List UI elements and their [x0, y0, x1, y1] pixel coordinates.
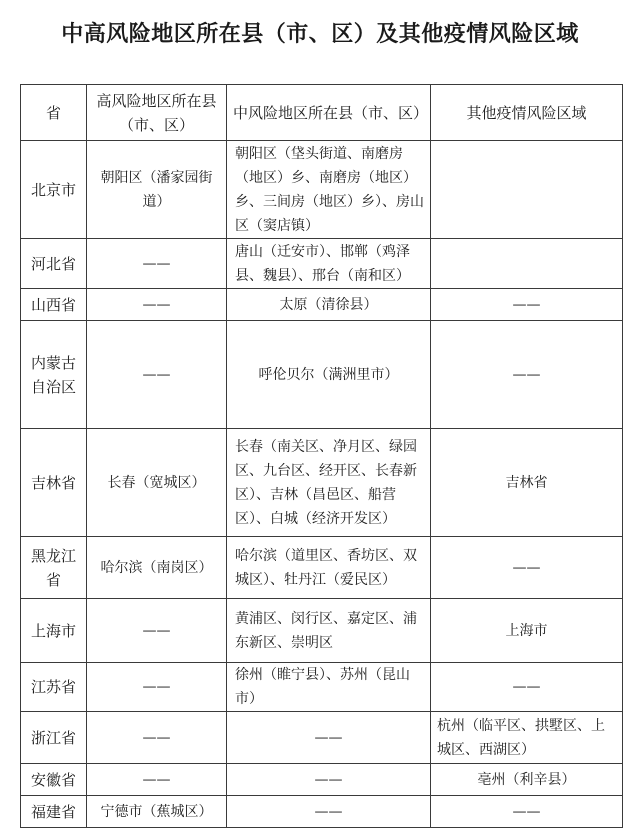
cell-other-risk: ——	[431, 537, 623, 599]
header-other-risk: 其他疫情风险区域	[431, 85, 623, 141]
table-row	[21, 141, 623, 239]
cell-medium-risk: 呼伦贝尔（满洲里市）	[227, 321, 431, 429]
table-row	[21, 599, 623, 663]
cell-province: 吉林省	[21, 429, 87, 537]
table-row	[21, 289, 623, 321]
cell-high-risk: 朝阳区（潘家园街道）	[87, 141, 227, 239]
cell-medium-risk: 唐山（迁安市）、邯郸（鸡泽县、魏县）、邢台（南和区）	[227, 239, 431, 289]
cell-province: 上海市	[21, 599, 87, 663]
cell-high-risk: ——	[87, 764, 227, 796]
cell-province: 北京市	[21, 141, 87, 239]
cell-high-risk: ——	[87, 599, 227, 663]
table-row	[21, 796, 623, 828]
cell-medium-risk: 黄浦区、闵行区、嘉定区、浦东新区、崇明区	[227, 599, 431, 663]
cell-other-risk: 杭州（临平区、拱墅区、上城区、西湖区）	[431, 712, 623, 764]
cell-high-risk: ——	[87, 712, 227, 764]
cell-other-risk: 亳州（利辛县）	[431, 764, 623, 796]
table-row	[21, 764, 623, 796]
table-row	[21, 712, 623, 764]
cell-other-risk: ——	[431, 321, 623, 429]
cell-high-risk: ——	[87, 663, 227, 712]
cell-province: 福建省	[21, 796, 87, 828]
cell-medium-risk: ——	[227, 712, 431, 764]
cell-high-risk: 哈尔滨（南岗区）	[87, 537, 227, 599]
cell-high-risk: 长春（宽城区）	[87, 429, 227, 537]
header-high-risk: 高风险地区所在县（市、区）	[87, 85, 227, 141]
cell-high-risk: 宁德市（蕉城区）	[87, 796, 227, 828]
cell-province: 浙江省	[21, 712, 87, 764]
cell-province: 内蒙古自治区	[21, 321, 87, 429]
cell-medium-risk: 长春（南关区、净月区、绿园区、九台区、经开区、长春新区）、吉林（昌邑区、船营区）、白城（经济开发区）	[227, 429, 431, 537]
cell-other-risk: ——	[431, 663, 623, 712]
cell-province: 河北省	[21, 239, 87, 289]
table-row	[21, 663, 623, 712]
cell-high-risk: ——	[87, 239, 227, 289]
cell-medium-risk: ——	[227, 796, 431, 828]
cell-province: 安徽省	[21, 764, 87, 796]
risk-area-table	[20, 84, 623, 828]
cell-other-risk: ——	[431, 289, 623, 321]
cell-medium-risk: 哈尔滨（道里区、香坊区、双城区）、牡丹江（爱民区）	[227, 537, 431, 599]
cell-high-risk: ——	[87, 321, 227, 429]
cell-medium-risk: ——	[227, 764, 431, 796]
cell-province: 江苏省	[21, 663, 87, 712]
cell-other-risk	[431, 141, 623, 239]
page-title: 中高风险地区所在县（市、区）及其他疫情风险区域	[61, 22, 579, 47]
table-row	[21, 429, 623, 537]
cell-medium-risk: 朝阳区（垡头街道、南磨房（地区）乡、南磨房（地区）乡、三间房（地区）乡）、房山区（窦店镇）	[227, 141, 431, 239]
cell-medium-risk: 徐州（睢宁县）、苏州（昆山市）	[227, 663, 431, 712]
table-row	[21, 321, 623, 429]
header-medium-risk: 中风险地区所在县（市、区）	[227, 85, 431, 141]
cell-province: 黑龙江省	[21, 537, 87, 599]
table-row	[21, 239, 623, 289]
cell-high-risk: ——	[87, 289, 227, 321]
header-province: 省	[21, 85, 87, 141]
cell-other-risk: ——	[431, 796, 623, 828]
cell-other-risk: 上海市	[431, 599, 623, 663]
cell-province: 山西省	[21, 289, 87, 321]
table-header-row	[21, 85, 623, 141]
cell-other-risk	[431, 239, 623, 289]
cell-medium-risk: 太原（清徐县）	[227, 289, 431, 321]
table-row	[21, 537, 623, 599]
cell-other-risk: 吉林省	[431, 429, 623, 537]
